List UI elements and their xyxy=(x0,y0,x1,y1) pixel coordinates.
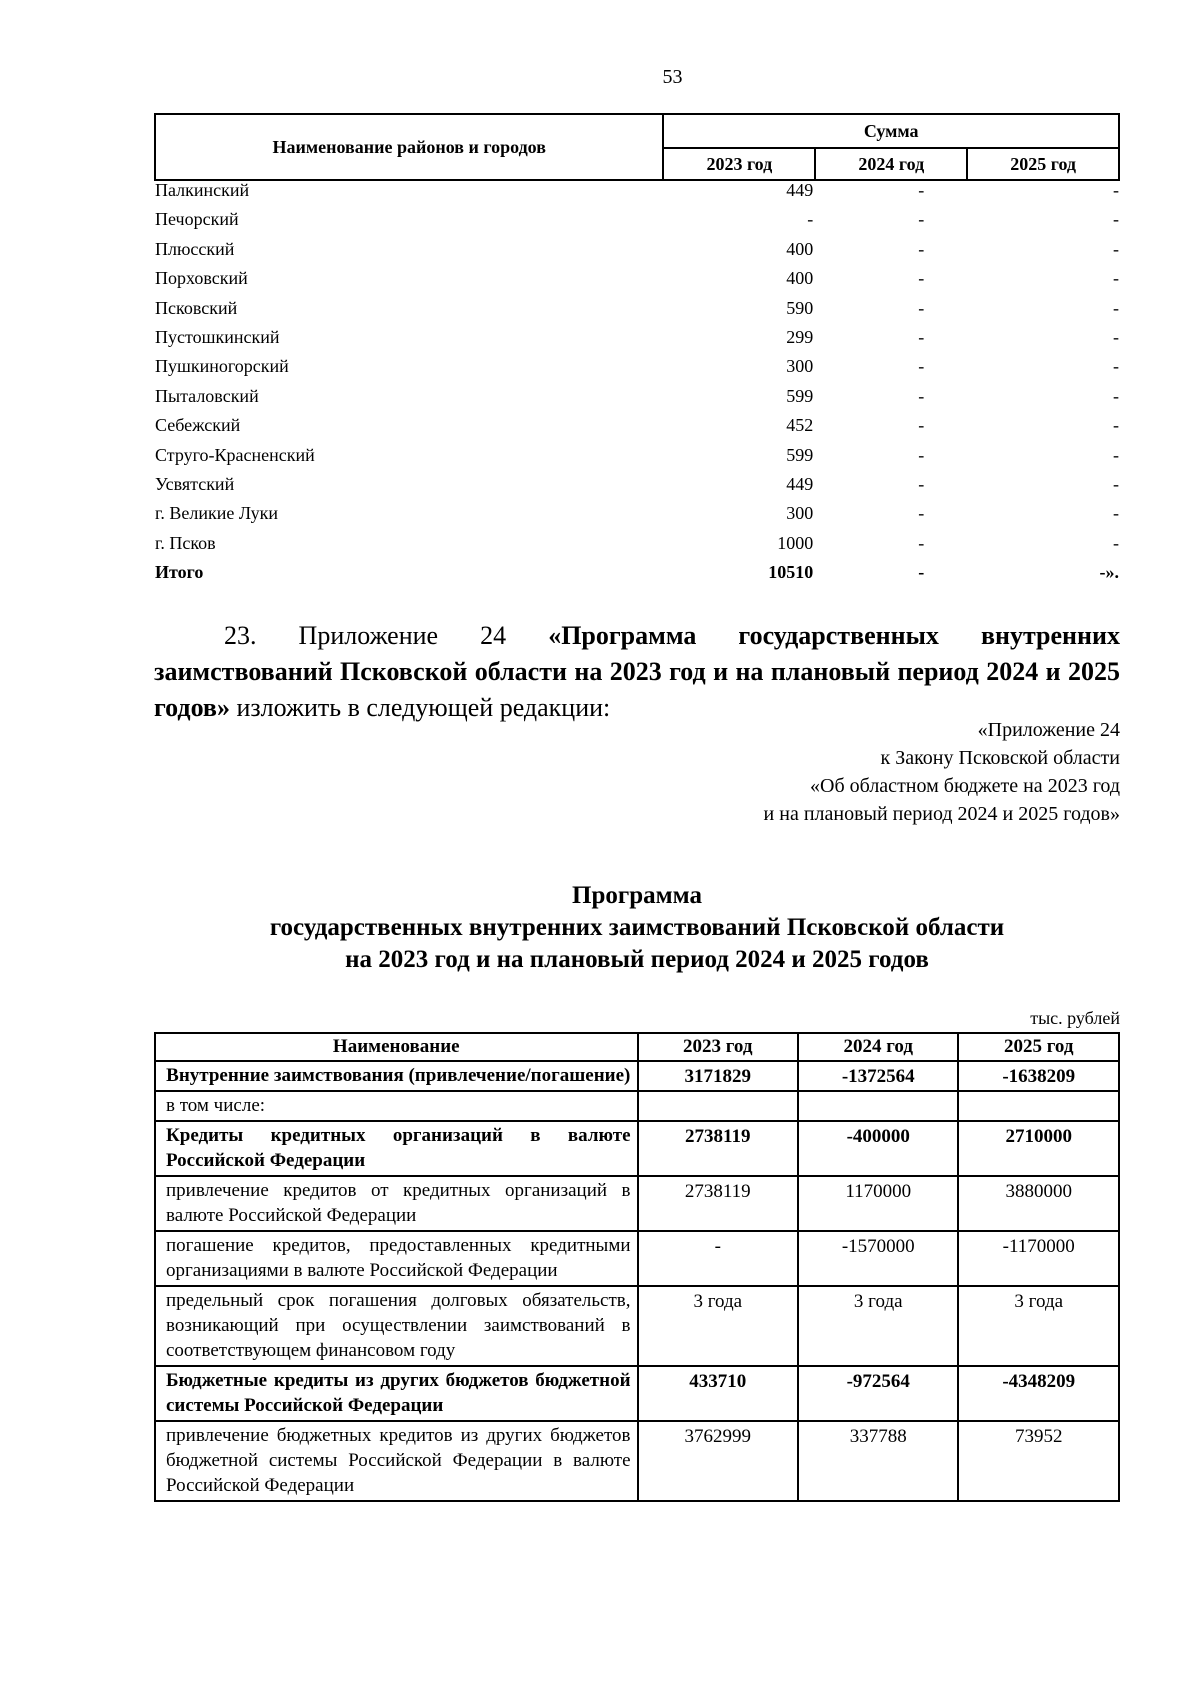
value-2024-cell xyxy=(815,416,967,445)
value-2024-cell xyxy=(815,534,967,563)
program-title xyxy=(154,880,1120,976)
header-year-2024: 2024 год xyxy=(798,1033,958,1061)
value-2024-cell xyxy=(815,446,967,475)
value-2023: - xyxy=(807,209,814,230)
row-name: привлечение бюджетных кредитов из других бюджетов бюджетной системы Российской Федерации в валюте Российской Федерации xyxy=(155,1421,638,1501)
value-2025: -4348209 xyxy=(958,1366,1119,1421)
value-2025: - xyxy=(1113,503,1119,524)
value-2025: - xyxy=(1113,415,1119,436)
value-2024-cell xyxy=(815,475,967,504)
value-2023: 3762999 xyxy=(638,1421,798,1501)
value-2025: -». xyxy=(1099,562,1119,583)
value-2024-cell xyxy=(815,563,967,592)
header-year-2023: 2023 год xyxy=(663,148,815,180)
table-row xyxy=(155,1061,1119,1091)
units-label: тыс. рублей xyxy=(1030,1008,1120,1028)
value-2024: - xyxy=(918,268,925,289)
header-year-2024: 2024 год xyxy=(815,148,967,180)
appendix-line: «Об областном бюджете на 2023 год xyxy=(810,775,1120,797)
value-2023: 1000 xyxy=(777,532,814,553)
value-2025: - xyxy=(1113,209,1119,230)
value-2023: 2738119 xyxy=(638,1121,798,1176)
value-2023: 3171829 xyxy=(638,1061,798,1091)
district-name: Печорский xyxy=(155,209,239,230)
value-2024: - xyxy=(918,209,925,230)
page-number: 53 xyxy=(662,66,683,88)
header-year-2025: 2025 год xyxy=(958,1033,1119,1061)
value-2023: 590 xyxy=(786,297,814,318)
row-name: Кредиты кредитных организаций в валюте Российской Федерации xyxy=(155,1121,638,1176)
row-name: Бюджетные кредиты из других бюджетов бюджетной системы Российской Федерации xyxy=(155,1366,638,1421)
district-name: Струго-Красненский xyxy=(155,444,315,465)
table-row xyxy=(155,446,1119,475)
value-2024-cell xyxy=(815,387,967,416)
value-2025: - xyxy=(1113,326,1119,347)
value-2024: - xyxy=(918,473,925,494)
row-name: в том числе: xyxy=(155,1091,638,1121)
header-name: Наименование районов и городов xyxy=(155,114,663,180)
header-year-2023: 2023 год xyxy=(638,1033,798,1061)
appendix-line: «Приложение 24 xyxy=(977,719,1120,741)
value-2025: 2710000 xyxy=(958,1121,1119,1176)
borrowings-table-body xyxy=(155,1061,1119,1501)
table-row xyxy=(155,1176,1119,1231)
value-2023: 452 xyxy=(786,415,814,436)
value-2025: - xyxy=(1113,238,1119,259)
paragraph-text-before: Приложение 24 xyxy=(298,621,549,650)
value-2024: - xyxy=(918,444,925,465)
value-2023: 2738119 xyxy=(638,1176,798,1231)
table-row xyxy=(155,210,1119,239)
value-2024-cell xyxy=(815,180,967,210)
value-2025: -1170000 xyxy=(958,1231,1119,1286)
districts-table-body xyxy=(155,180,1119,592)
paragraph-text-after: изложить в следующей редакции: xyxy=(229,693,611,722)
appendix-line: и на плановый период 2024 и 2025 годов» xyxy=(763,803,1120,825)
value-2023: 449 xyxy=(786,473,814,494)
row-name: погашение кредитов, предоставленных кредитными организациями в валюте Российской Федерации xyxy=(155,1231,638,1286)
table-row xyxy=(155,504,1119,533)
amendment-paragraph xyxy=(154,618,1120,726)
table-row xyxy=(155,416,1119,445)
table-row xyxy=(155,1286,1119,1366)
value-2025: -1638209 xyxy=(958,1061,1119,1091)
value-2023: 300 xyxy=(786,503,814,524)
value-2024: - xyxy=(918,532,925,553)
value-2024: - xyxy=(918,356,925,377)
value-2024-cell xyxy=(815,328,967,357)
value-2024-cell xyxy=(815,299,967,328)
value-2024: 3 года xyxy=(798,1286,958,1366)
appendix-line: к Закону Псковской области xyxy=(880,747,1120,769)
value-2024: - xyxy=(918,326,925,347)
value-2023: - xyxy=(638,1231,798,1286)
value-2025: 3 года xyxy=(958,1286,1119,1366)
total-row xyxy=(155,563,1119,592)
header-name: Наименование xyxy=(155,1033,638,1061)
value-2023: 433710 xyxy=(638,1366,798,1421)
table-row xyxy=(155,328,1119,357)
value-2024: - xyxy=(918,415,925,436)
value-2024-cell xyxy=(815,240,967,269)
district-name: Итого xyxy=(155,562,204,583)
header-year-2025: 2025 год xyxy=(967,148,1119,180)
value-2024: 1170000 xyxy=(798,1176,958,1231)
value-2023: 400 xyxy=(786,238,814,259)
district-name: г. Псков xyxy=(155,532,216,553)
borrowings-table xyxy=(154,1032,1120,1502)
value-2024: -972564 xyxy=(798,1366,958,1421)
title-line: государственных внутренних заимствований Псковской области xyxy=(269,914,1005,941)
district-name: Плюсский xyxy=(155,238,235,259)
districts-table xyxy=(154,113,1120,592)
table-row xyxy=(155,180,1119,210)
value-2023: 449 xyxy=(786,180,814,200)
row-name: предельный срок погашения долговых обязательств, возникающий при осуществлении заимствований в соответствующем финансовом году xyxy=(155,1286,638,1366)
value-2023: 599 xyxy=(786,444,814,465)
value-2023: 10510 xyxy=(768,562,814,583)
value-2023 xyxy=(638,1091,798,1121)
table-row xyxy=(155,534,1119,563)
value-2023: 400 xyxy=(786,268,814,289)
value-2025: - xyxy=(1113,444,1119,465)
title-line: Программа xyxy=(572,882,702,909)
value-2023: 300 xyxy=(786,356,814,377)
district-name: Пустошкинский xyxy=(155,326,280,347)
value-2023: 599 xyxy=(786,385,814,406)
table-row xyxy=(155,1231,1119,1286)
value-2023: 299 xyxy=(786,326,814,347)
table-row xyxy=(155,269,1119,298)
value-2025: - xyxy=(1113,473,1119,494)
paragraph-number: 23. xyxy=(224,621,257,650)
table-row xyxy=(155,1421,1119,1501)
value-2024: - xyxy=(918,562,925,583)
value-2024: -1372564 xyxy=(798,1061,958,1091)
district-name: Псковский xyxy=(155,297,238,318)
table-row xyxy=(155,475,1119,504)
table-row xyxy=(155,240,1119,269)
value-2025: - xyxy=(1113,385,1119,406)
table-row xyxy=(155,1121,1119,1176)
table-row xyxy=(155,387,1119,416)
value-2024: - xyxy=(918,180,925,200)
value-2025: - xyxy=(1113,180,1119,200)
value-2024-cell xyxy=(815,210,967,239)
value-2025: 3880000 xyxy=(958,1176,1119,1231)
value-2024 xyxy=(798,1091,958,1121)
value-2024-cell xyxy=(815,269,967,298)
value-2025: - xyxy=(1113,268,1119,289)
header-sum: Сумма xyxy=(663,114,1119,148)
value-2025: - xyxy=(1113,297,1119,318)
district-name: г. Великие Луки xyxy=(155,503,278,524)
value-2024: -1570000 xyxy=(798,1231,958,1286)
paragraph-bold-title: «Программа государственных внутренних заимствований Псковской области на 2023 год и на плановый период 2024 и 2025 годов» xyxy=(154,621,1121,722)
value-2025: 73952 xyxy=(958,1421,1119,1501)
value-2024: - xyxy=(918,297,925,318)
district-name: Пушкиногорский xyxy=(155,356,289,377)
district-name: Усвятский xyxy=(155,473,235,494)
value-2024-cell xyxy=(815,504,967,533)
district-name: Палкинский xyxy=(155,180,250,200)
district-name: Пыталовский xyxy=(155,385,259,406)
value-2024: 337788 xyxy=(798,1421,958,1501)
value-2024: - xyxy=(918,385,925,406)
value-2024-cell xyxy=(815,357,967,386)
value-2025: - xyxy=(1113,356,1119,377)
value-2024: - xyxy=(918,238,925,259)
value-2024: - xyxy=(918,503,925,524)
value-2025 xyxy=(958,1091,1119,1121)
value-2024: -400000 xyxy=(798,1121,958,1176)
district-name: Порховский xyxy=(155,268,248,289)
table-row xyxy=(155,357,1119,386)
appendix-reference xyxy=(764,716,1120,828)
table-row xyxy=(155,1091,1119,1121)
title-line: на 2023 год и на плановый период 2024 и 2025 годов xyxy=(345,946,929,973)
value-2023: 3 года xyxy=(638,1286,798,1366)
row-name: Внутренние заимствования (привлечение/погашение) xyxy=(155,1061,638,1091)
row-name: привлечение кредитов от кредитных организаций в валюте Российской Федерации xyxy=(155,1176,638,1231)
table-row xyxy=(155,299,1119,328)
district-name: Себежский xyxy=(155,415,241,436)
table-row xyxy=(155,1366,1119,1421)
value-2025: - xyxy=(1113,532,1119,553)
